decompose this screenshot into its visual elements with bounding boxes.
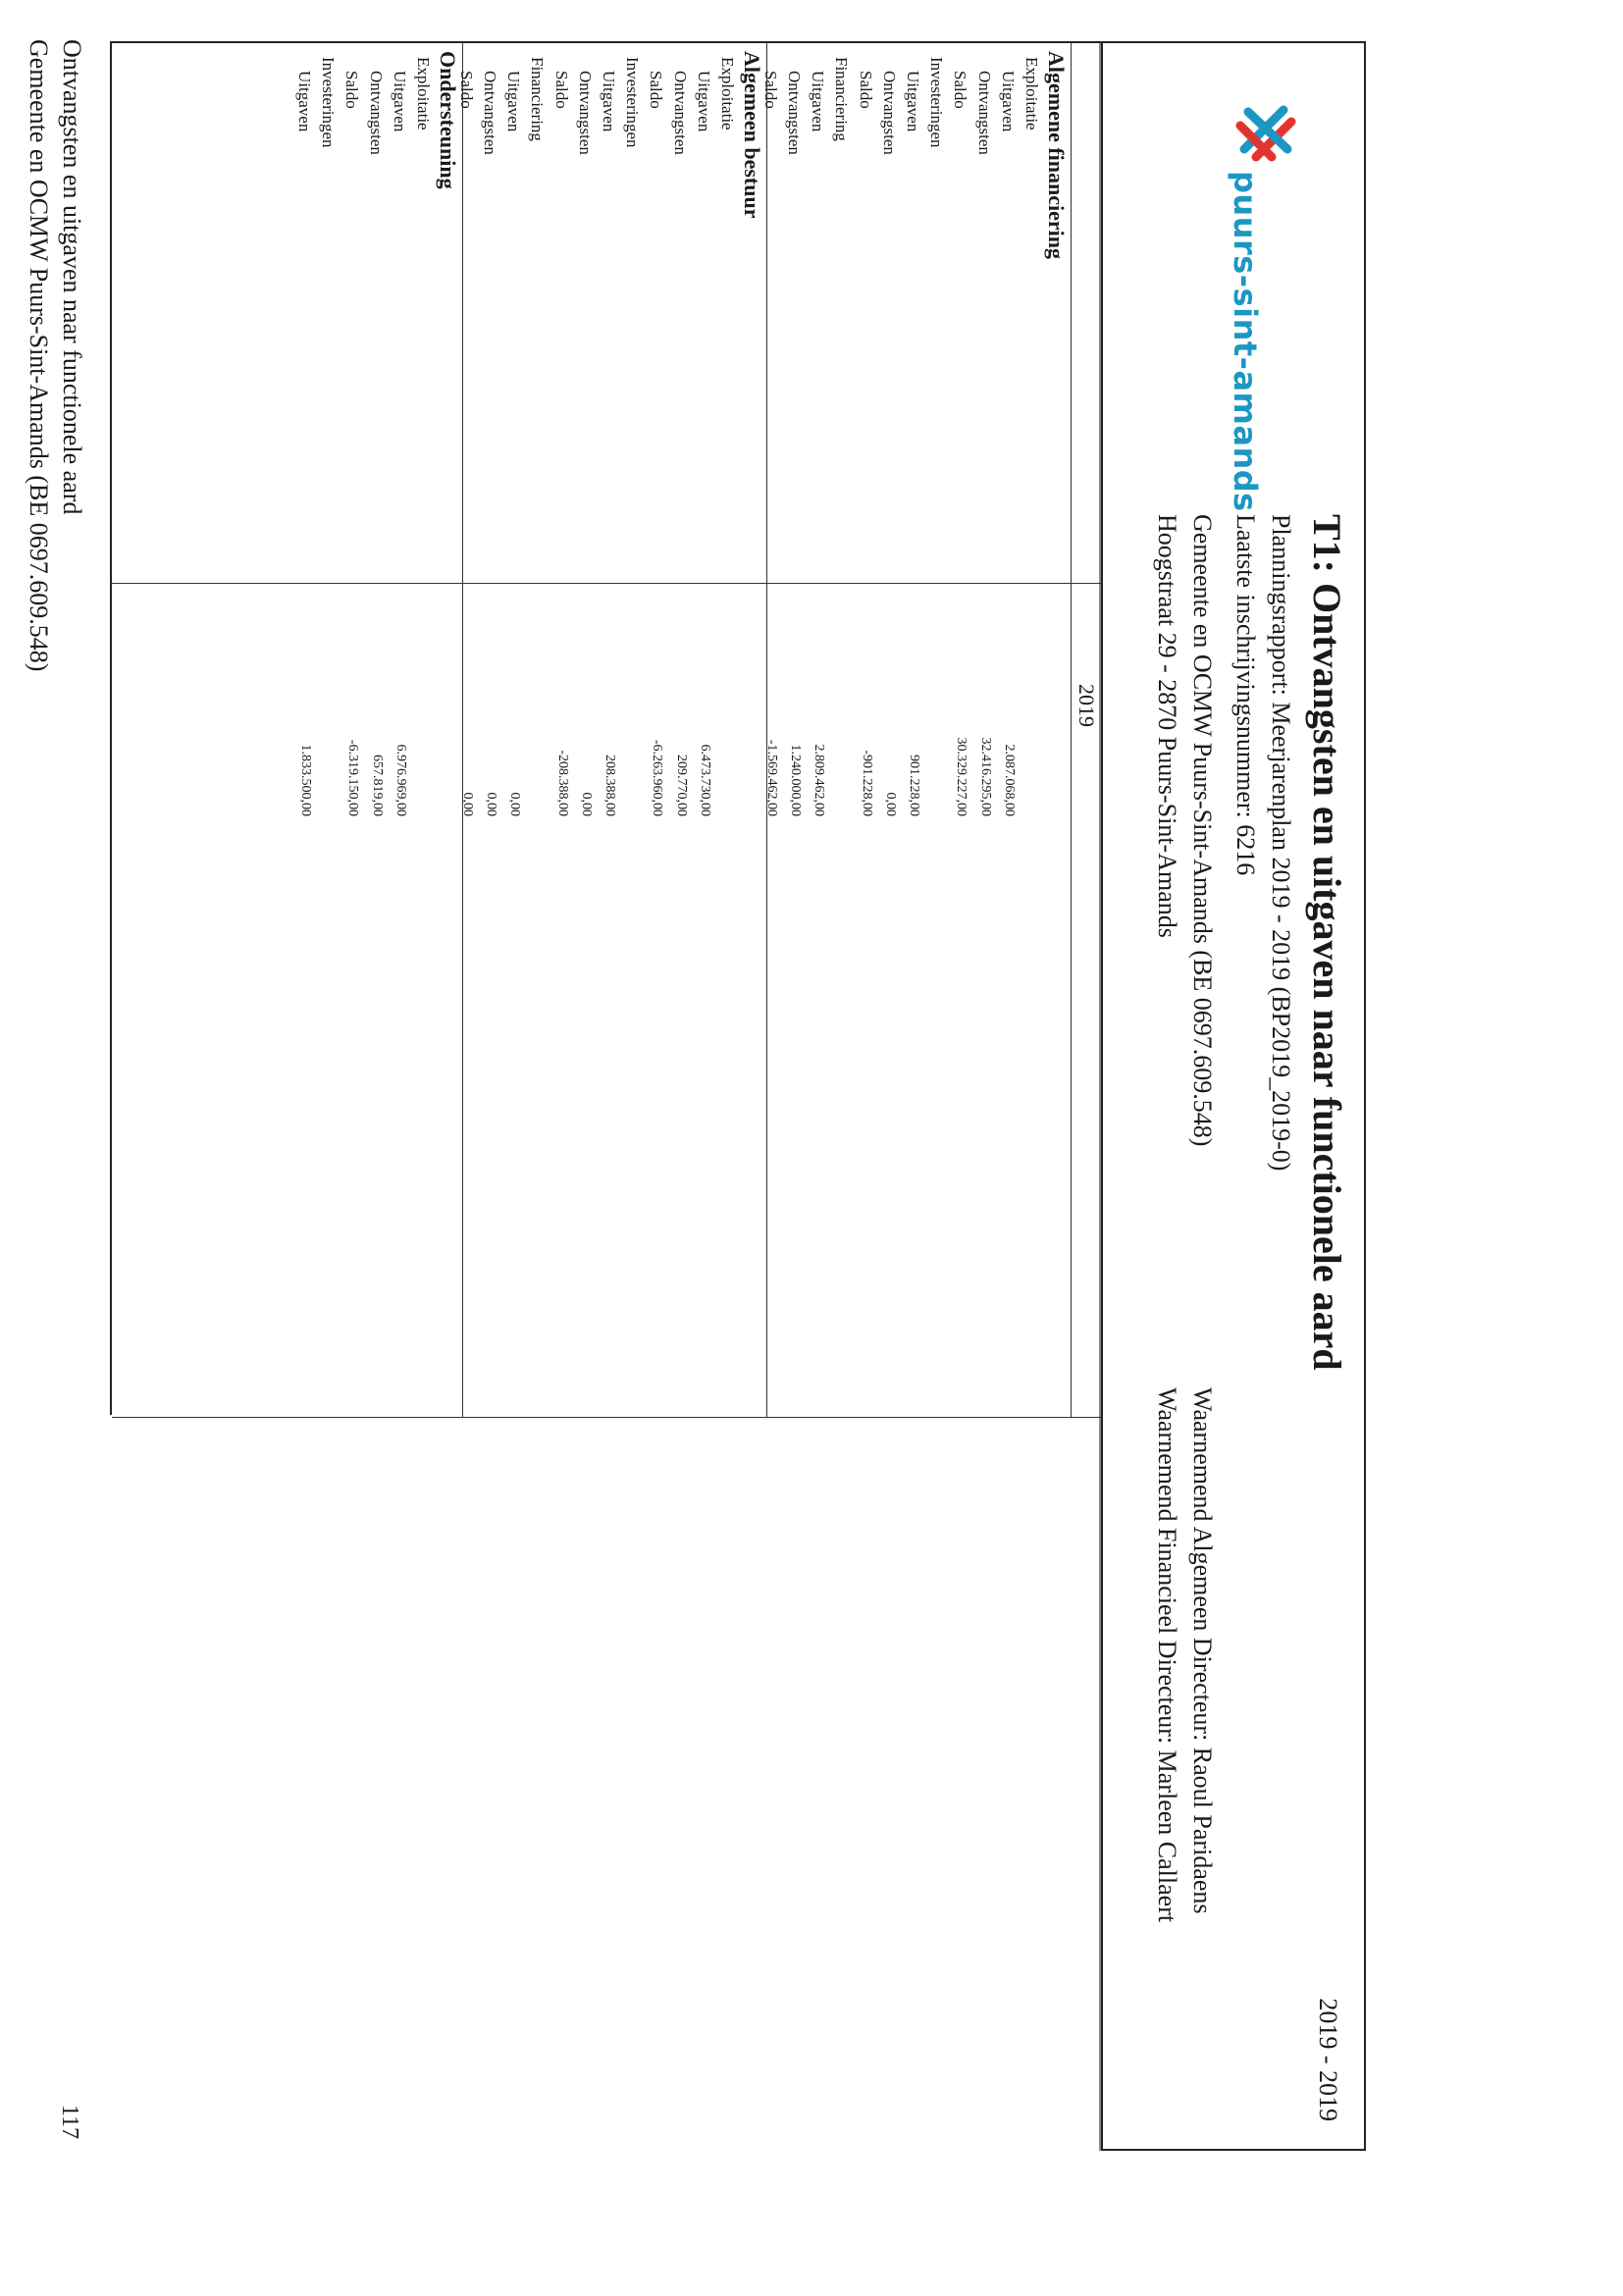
row-value: 30.329.227,00 [954,737,969,816]
table-row [713,43,737,1417]
row-label: Uitgaven [998,71,1018,132]
logo-cross-icon [1234,100,1297,163]
row-label: Saldo [951,71,970,109]
table-row [571,43,595,1417]
row-label: Uitgaven [600,71,618,132]
table-row [690,43,713,1417]
table-row [290,43,314,1417]
logo-wordmark: puurs-sint-amands [1227,171,1264,512]
section-title: Algemene financiering [1044,51,1069,260]
table-section [456,43,767,1417]
table-section [295,43,463,1417]
director-general: Waarnemend Algemeen Directeur: Raoul Paridaens [1188,1387,1217,1914]
table-row [875,43,899,1417]
row-value: 2.809.462,00 [812,744,827,816]
footer-entity: Gemeente en OCMW Puurs-Sint-Amands (BE 0697.609.548) [25,39,53,672]
table-row [642,43,665,1417]
row-value: 0,00 [578,792,594,816]
functional-table [110,41,1101,1415]
municipality-logo [1189,100,1297,512]
table-row [523,43,547,1417]
table-row [1018,43,1041,1417]
row-label: Ontvangsten [575,71,595,155]
section-title: Algemeen bestuur [740,51,764,219]
row-value: 0,00 [484,792,498,816]
table-row [386,43,409,1417]
row-label: Ontvangsten [879,71,899,155]
row-value: -901.228,00 [859,750,874,816]
table-row [548,43,571,1417]
row-value: 208.388,00 [602,755,617,816]
section-title: Ondersteuning [436,51,460,189]
table-section [760,43,1072,1417]
table-row [595,43,618,1417]
row-label: Saldo [856,71,875,109]
column-divider-right [112,1417,1101,1418]
row-label: Saldo [760,71,780,109]
director-financial: Waarnemend Financieel Directeur: Marleen Callaert [1153,1387,1181,1923]
table-row [409,43,433,1417]
table-row [804,43,827,1417]
row-value: -208.388,00 [554,750,570,816]
row-value: 2.087.068,00 [1001,744,1017,816]
table-row [362,43,386,1417]
row-value: 209.770,00 [673,755,689,816]
year-column-header: 2019 [1074,684,1099,727]
row-value: 901.228,00 [907,755,921,816]
row-value: 1.833.500,00 [298,744,313,816]
row-value: 32.416.295,00 [977,737,993,816]
table-row [476,43,499,1417]
row-value: -1.569.462,00 [763,739,779,816]
table-row [994,43,1018,1417]
row-label: Uitgaven [504,71,524,132]
table-row [338,43,361,1417]
planning-report: Planningsrapport: Meerjarenplan 2019 - 2019 (BP2019_2019-0) [1267,514,1295,1172]
entity-name: Gemeente en OCMW Puurs-Sint-Amands (BE 0697.609.548) [1188,514,1217,1147]
row-label: Investeringen [927,57,947,148]
table-row [666,43,690,1417]
row-label: Exploitatie [414,57,433,130]
table-row [946,43,969,1417]
report-period: 2019 - 2019 [1314,1998,1342,2121]
table-row [970,43,994,1417]
row-label: Exploitatie [718,57,737,130]
table-row [618,43,642,1417]
row-label: Uitgaven [694,71,713,132]
row-label: Uitgaven [809,71,828,132]
report-title: T1: Ontvangsten en uitgaven naar functionele aard [1305,514,1349,1371]
row-label: Ontvangsten [366,71,386,155]
row-value: 657.819,00 [369,755,385,816]
row-label: Ontvangsten [670,71,690,155]
table-row [499,43,523,1417]
row-label: Ontvangsten [785,71,804,155]
row-label: Investeringen [623,57,643,148]
table-row [757,43,780,1417]
row-value: -6.319.150,00 [345,739,361,816]
registration-number: Laatste inschrijvingsnummer: 6216 [1231,514,1260,876]
row-label: Uitgaven [390,71,409,132]
page-number: 117 [57,2104,82,2139]
row-label: Uitgaven [904,71,922,132]
row-label: Saldo [342,71,362,109]
row-label: Saldo [456,71,476,109]
table-row [922,43,946,1417]
table-row [314,43,338,1417]
row-value: 0,00 [459,792,475,816]
row-label: Investeringen [319,57,339,148]
row-value: 1.240.000,00 [788,744,803,816]
report-header [1101,41,1366,2151]
row-label: Financiering [832,57,852,141]
row-label: Ontvangsten [481,71,499,155]
row-label: Saldo [551,71,571,109]
table-row [827,43,851,1417]
row-value: 0,00 [507,792,523,816]
table-row [452,43,476,1417]
row-value: 6.976.969,00 [393,744,408,816]
row-label: Saldo [647,71,666,109]
row-label: Exploitatie [1022,57,1041,130]
entity-address: Hoogstraat 29 - 2870 Puurs-Sint-Amands [1153,514,1181,938]
row-value: -6.263.960,00 [650,739,665,816]
row-label: Uitgaven [295,71,314,132]
row-label: Financiering [528,57,548,141]
table-row [899,43,922,1417]
row-label: Ontvangsten [974,71,994,155]
footer-title: Ontvangsten en uitgaven naar functionele aard [58,39,86,515]
table-row [852,43,875,1417]
table-row [780,43,804,1417]
row-value: 0,00 [882,792,898,816]
row-value: 6.473.730,00 [697,744,712,816]
